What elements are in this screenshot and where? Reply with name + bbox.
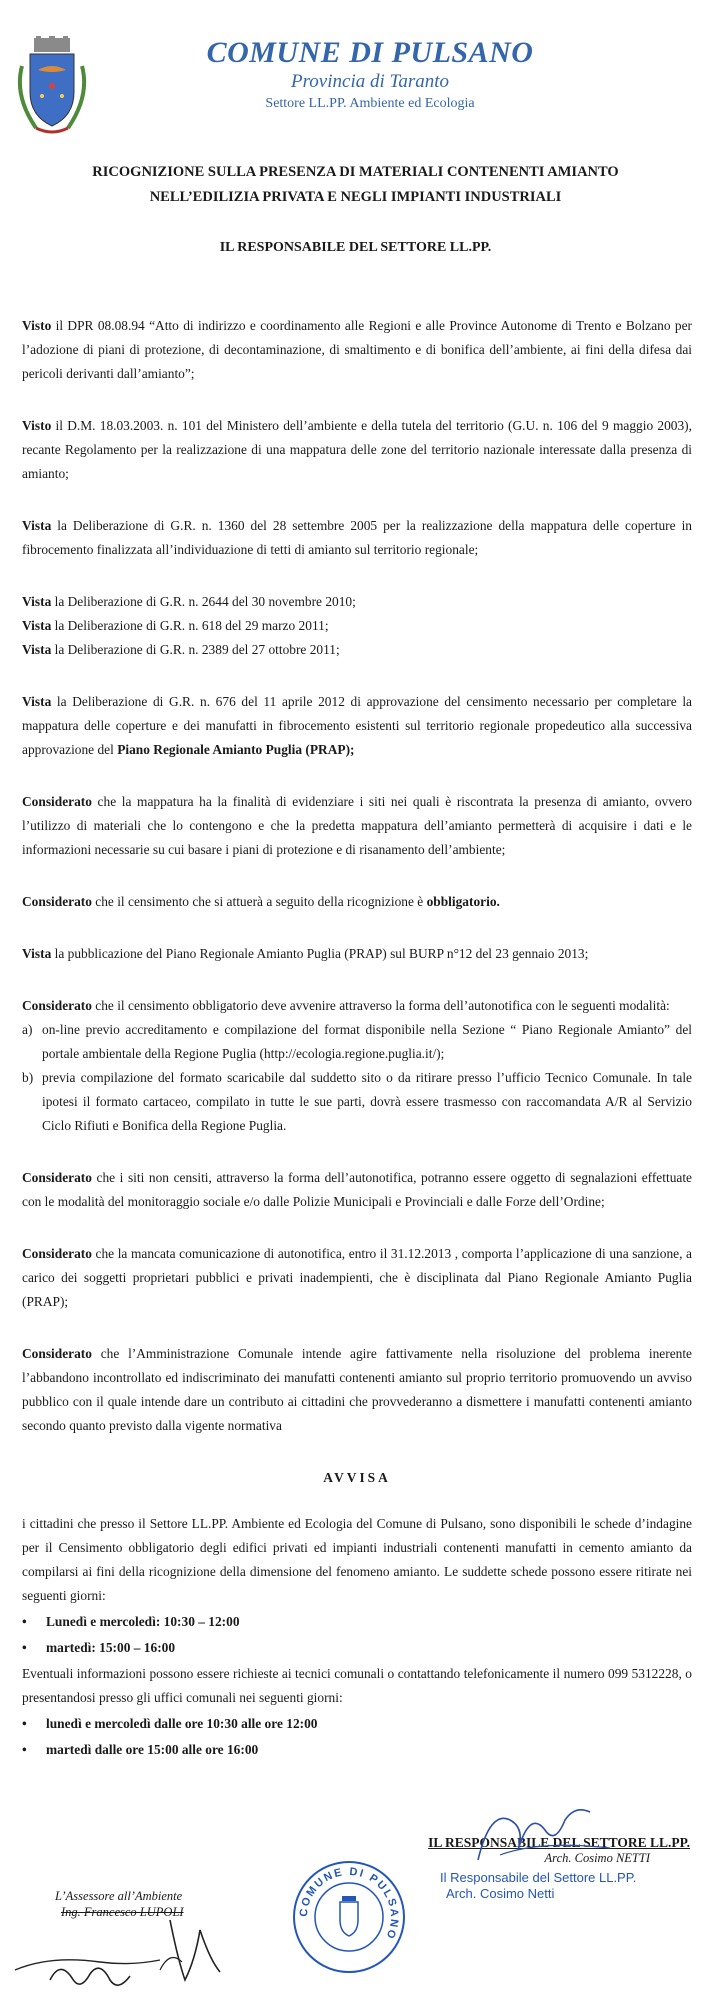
list-item: [22, 590, 692, 614]
handwritten-signature-icon: [470, 1800, 620, 1870]
paragraph-modalita: [22, 994, 692, 1138]
paragraph-siti-non-censiti: [22, 1166, 692, 1214]
paragraph-text: che l’Amministrazione Comunale intende agire fattivamente nella risoluzione del problema inerente l’abbandono incontrollato ed indiscriminato dei manufatti contenenti amianto sul proprio territorio promuovendo un avviso pubblico con il quale intende dare un contributo ai cittadini che provvederanno a dismettere i manufatti contenenti amianto secondo quanto previsto dalla vigente normativa: [22, 1346, 692, 1433]
paragraph-burp: [22, 942, 692, 966]
document-body: [22, 314, 692, 1764]
bullet-text: lunedì e mercoledì dalle ore 10:30 alle ore 12:00: [46, 1716, 318, 1731]
list-label: a): [22, 1022, 33, 1037]
keyword: Vista: [22, 518, 52, 533]
paragraph-text: la Deliberazione di G.R. n. 676 del 11 aprile 2012 di approvazione del censimento necessario per completare la mappatura delle coperture e dei manufatti in fibrocemento esistenti sul territorio regionale propedeutico alla successiva approvazione del: [22, 694, 692, 757]
paragraph-text: che la mappatura ha la finalità di evidenziare i siti nei quali è riscontrata la presenza di amianto, ovvero l’utilizzo di materiali che lo contengono e che la predetta mappatura dell’amianto permetterà di acquisire i dati e le informazioni necessarie su cui basare i piani di protezione e di risanamento dell’ambiente;: [22, 794, 692, 857]
document-title-line1: RICOGNIZIONE SULLA PRESENZA DI MATERIALI CONTENENTI AMIANTO: [92, 164, 619, 180]
paragraph-text: che la mancata comunicazione di autonotifica, entro il 31.12.2013 , comporta l’applicazione di una sanzione, a carico dei soggetti proprietari pubblici e privati inadempienti, che è disciplinata dal Piano Regionale Amianto Puglia (PRAP);: [22, 1246, 692, 1309]
department-subtitle: Settore LL.PP. Ambiente ed Ecologia: [265, 96, 475, 111]
keyword: Vista: [22, 694, 52, 709]
document-title: [20, 160, 691, 210]
paragraph-text: la Deliberazione di G.R. n. 618 del 29 marzo 2011;: [51, 618, 329, 633]
prap-name: Piano Regionale Amianto Puglia (PRAP);: [117, 742, 355, 757]
keyword: Vista: [22, 618, 52, 633]
bullet-text: martedì: 15:00 – 16:00: [46, 1640, 176, 1655]
keyword: Vista: [22, 946, 52, 961]
document-title-line2: NELL’EDILIZIA PRIVATA E NEGLI IMPIANTI INDUSTRIALI: [149, 189, 562, 205]
municipality-header: [150, 36, 590, 114]
assessore-title: L’Assessore all’Ambiente: [55, 1889, 183, 1903]
paragraph-intro: [22, 994, 692, 1018]
stamp-line2: Arch. Cosimo Netti: [446, 1886, 555, 1901]
keyword: Vista: [22, 594, 52, 609]
paragraph-text: la Deliberazione di G.R. n. 2389 del 27 ottobre 2011;: [51, 642, 340, 657]
paragraph-text: che il censimento che si attuerà a seguito della ricognizione è: [91, 894, 427, 909]
svg-text:COMUNE DI PULSANO: [298, 1866, 400, 1942]
list-item-a: [22, 1018, 692, 1066]
keyword: Considerato: [22, 1170, 92, 1185]
paragraph-text: il D.M. 18.03.2003. n. 101 del Ministero dell’ambiente e della tutela del territorio (G.U. n. 106 del 9 maggio 2003), recante Regolamento per la realizzazione di una mappatura delle zone del territorio nazionale interessate dalla presenza di amianto;: [22, 418, 692, 481]
province-subtitle: Provincia di Taranto: [291, 71, 449, 92]
bullet-text: martedì dalle ore 15:00 alle ore 16:00: [46, 1742, 259, 1757]
paragraph-obbligatorio: [22, 890, 692, 914]
paragraph-cittadini: [22, 1512, 692, 1608]
paragraph-text: Eventuali informazioni possono essere richieste ai tecnici comunali o contattando telefonicamente il numero 099 5312228, o presentandosi presso gli uffici comunali nei seguenti giorni:: [22, 1666, 692, 1705]
keyword: Vista: [22, 642, 52, 657]
keyword: Visto: [22, 418, 52, 433]
bullet-icon: •: [22, 1716, 27, 1731]
list-item: [22, 614, 692, 638]
stamp-ring-text: COMUNE DI PULSANO: [297, 1865, 401, 1942]
stamp-caption: [440, 1870, 636, 1902]
avvisa-heading: AVVISA: [323, 1470, 391, 1485]
obbligatorio-word: obbligatorio.: [426, 894, 500, 909]
paragraph-dpr: [22, 314, 692, 386]
keyword: Considerato: [22, 894, 92, 909]
bullet-icon: •: [22, 1640, 27, 1655]
municipal-crest-icon: [10, 36, 94, 138]
responsabile-heading: IL RESPONSABILE DEL SETTORE LL.PP.: [219, 240, 492, 255]
list-text: on-line previo accreditamento e compilazione del format disponibile nella Sezione “ Piano Regionale Amianto” del portale ambientale della Regione Puglia (http://ecologia.regione.puglia.it/);: [42, 1022, 692, 1061]
paragraph-dm: [22, 414, 692, 486]
stamp-line1: Il Responsabile del Settore LL.PP.: [440, 1870, 637, 1885]
bullet-item: [22, 1610, 692, 1634]
keyword: Considerato: [22, 1346, 92, 1361]
assessore-signature-icon: [10, 1900, 240, 2000]
keyword: Considerato: [22, 1246, 92, 1261]
responsabile-title: IL RESPONSABILE DEL SETTORE LL.PP.: [428, 1835, 690, 1850]
paragraph-amministrazione: [22, 1342, 692, 1438]
list-item-b: [22, 1066, 692, 1138]
paragraph-text: i cittadini che presso il Settore LL.PP. Ambiente ed Ecologia del Comune di Pulsano, sono disponibili le schede d’indagine per il Censimento obbligatorio degli edifici privati ed impianti industriali contenenti manufatti in cemento amianto da compilarsi ai fini della ricognizione della dimensione del fenomeno amianto. Le suddette schede possono essere ritirate nei seguenti giorni:: [22, 1516, 692, 1603]
paragraph-informazioni: [22, 1662, 692, 1710]
paragraph-sanzione: [22, 1242, 692, 1314]
paragraph-text: la Deliberazione di G.R. n. 1360 del 28 settembre 2005 per la realizzazione della mappatura delle coperture in fibrocemento finalizzata all’individuazione di tetti di amianto sul territorio regionale;: [22, 518, 692, 557]
paragraph-gr-676: [22, 690, 692, 762]
list-text: previa compilazione del formato scaricabile dal suddetto sito o da ritirare presso l’ufficio Tecnico Comunale. In tale ipotesi il formato cartaceo, compilato in tutte le sue parti, dovrà essere trasmesso con raccomandata A/R al Servizio Ciclo Rifiuti e Bonifica della Regione Puglia.: [42, 1070, 692, 1133]
bullet-item: [22, 1712, 692, 1736]
list-label: b): [22, 1070, 34, 1085]
paragraph-text: che il censimento obbligatorio deve avvenire attraverso la forma dell’autonotifica con le seguenti modalità:: [91, 998, 670, 1013]
keyword: Considerato: [22, 998, 92, 1013]
keyword: Considerato: [22, 794, 92, 809]
municipality-title: COMUNE DI PULSANO: [206, 36, 534, 69]
paragraph-text: il DPR 08.08.94 “Atto di indirizzo e coordinamento alle Regioni e alle Province Autonome di Trento e Bolzano per l’adozione di piani di protezione, di decontaminazione, di smaltimento e di bonifica dell’ambiente, ai fini della difesa dai pericoli derivanti dall’amianto”;: [22, 318, 692, 381]
bullet-text: Lunedì e mercoledì: 10:30 – 12:00: [46, 1614, 240, 1629]
official-stamp-icon: [290, 1858, 408, 1976]
keyword: Visto: [22, 318, 52, 333]
bullet-icon: •: [22, 1614, 27, 1629]
bullet-item: [22, 1738, 692, 1762]
responsabile-name: Arch. Cosimo NETTI: [544, 1851, 650, 1865]
assessore-name: Ing. Francesco LUPOLI: [61, 1905, 184, 1919]
paragraph-gr-list: [22, 590, 692, 662]
paragraph-gr-1360: [22, 514, 692, 562]
paragraph-mappatura: [22, 790, 692, 862]
paragraph-text: la Deliberazione di G.R. n. 2644 del 30 novembre 2010;: [51, 594, 356, 609]
paragraph-text: che i siti non censiti, attraverso la forma dell’autonotifica, potranno essere oggetto di segnalazioni effettuate con le modalità del monitoraggio sociale e/o dalle Polizie Municipali e Provinciali e dalle Forze dell’Ordine;: [22, 1170, 692, 1209]
bullet-item: [22, 1636, 692, 1660]
bullet-icon: •: [22, 1742, 27, 1757]
paragraph-text: la pubblicazione del Piano Regionale Amianto Puglia (PRAP) sul BURP n°12 del 23 gennaio 2013;: [51, 946, 589, 961]
list-item: [22, 638, 692, 662]
